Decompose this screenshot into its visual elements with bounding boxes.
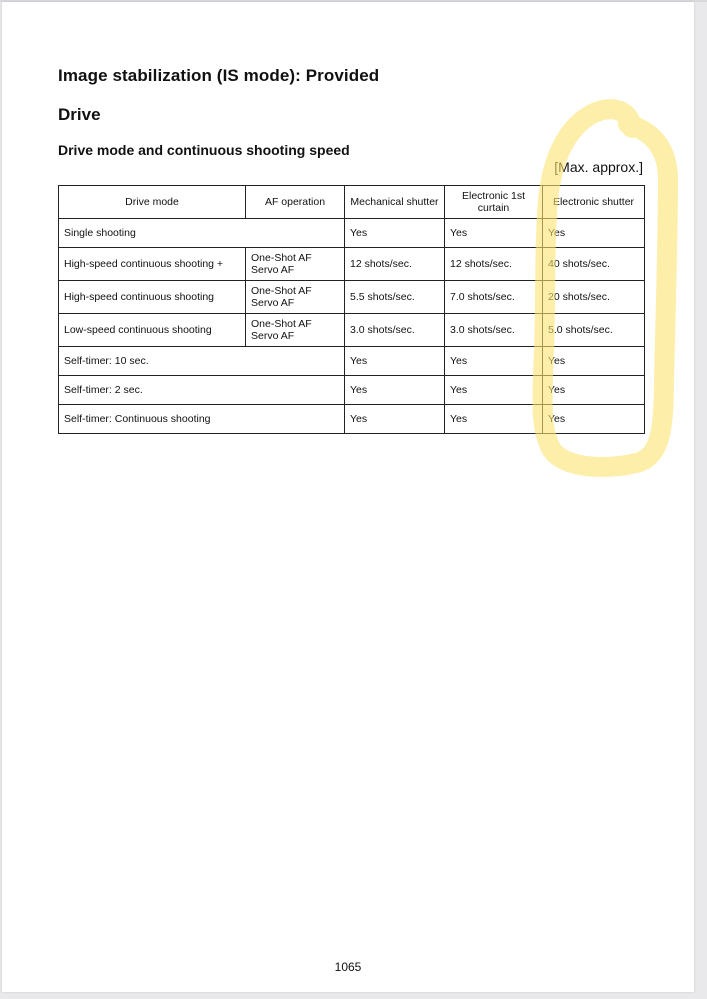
table-row — [59, 347, 645, 376]
table-row — [59, 248, 645, 281]
drive-mode-cell: Self-timer: Continuous shooting — [59, 405, 345, 434]
drive-mode-cell: Self-timer: 10 sec. — [59, 347, 345, 376]
page-number: 1065 — [334, 960, 362, 974]
table-row — [59, 405, 645, 434]
drive-mode-cell: Self-timer: 2 sec. — [59, 376, 345, 405]
drive-mode-cell: Low-speed continuous shooting — [59, 314, 246, 347]
header-af-operation: AF operation — [246, 186, 345, 219]
max-approx-note: [Max. approx.] — [554, 159, 643, 175]
heading-drive: Drive — [58, 105, 101, 124]
af-operation-cell: One-Shot AF Servo AF — [246, 281, 345, 314]
heading-image-stabilization: Image stabilization (IS mode): Provided — [58, 66, 380, 85]
mechanical-cell: Yes — [345, 219, 445, 248]
electronic-shutter-cell: Yes — [543, 376, 645, 405]
electronic-1st-cell: Yes — [445, 405, 543, 434]
document-page — [2, 2, 694, 992]
drive-mode-cell: Single shooting — [59, 219, 345, 248]
electronic-1st-cell: Yes — [445, 219, 543, 248]
mechanical-cell: Yes — [345, 405, 445, 434]
table-row — [59, 281, 645, 314]
electronic-shutter-cell: Yes — [543, 219, 645, 248]
electronic-1st-cell: Yes — [445, 376, 543, 405]
electronic-shutter-cell: Yes — [543, 347, 645, 376]
mechanical-cell: 3.0 shots/sec. — [345, 314, 445, 347]
drive-mode-cell: High-speed continuous shooting — [59, 281, 246, 314]
table-header-row — [59, 186, 645, 219]
table-row — [59, 219, 645, 248]
electronic-shutter-cell: 5.0 shots/sec. — [543, 314, 645, 347]
electronic-shutter-cell: Yes — [543, 405, 645, 434]
electronic-1st-cell: 3.0 shots/sec. — [445, 314, 543, 347]
header-electronic-1st-curtain: Electronic 1st curtain — [445, 186, 543, 219]
electronic-1st-cell: 12 shots/sec. — [445, 248, 543, 281]
table-row — [59, 376, 645, 405]
header-mechanical-shutter: Mechanical shutter — [345, 186, 445, 219]
mechanical-cell: 12 shots/sec. — [345, 248, 445, 281]
electronic-shutter-cell: 40 shots/sec. — [543, 248, 645, 281]
drive-mode-table — [58, 185, 645, 434]
mechanical-cell: Yes — [345, 347, 445, 376]
table-row — [59, 314, 645, 347]
mechanical-cell: Yes — [345, 376, 445, 405]
header-electronic-shutter: Electronic shutter — [543, 186, 645, 219]
af-operation-cell: One-Shot AF Servo AF — [246, 248, 345, 281]
electronic-1st-cell: 7.0 shots/sec. — [445, 281, 543, 314]
electronic-shutter-cell: 20 shots/sec. — [543, 281, 645, 314]
heading-drive-mode-speed: Drive mode and continuous shooting speed — [58, 142, 350, 158]
header-drive-mode: Drive mode — [59, 186, 246, 219]
drive-mode-cell: High-speed continuous shooting + — [59, 248, 246, 281]
af-operation-cell: One-Shot AF Servo AF — [246, 314, 345, 347]
mechanical-cell: 5.5 shots/sec. — [345, 281, 445, 314]
electronic-1st-cell: Yes — [445, 347, 543, 376]
